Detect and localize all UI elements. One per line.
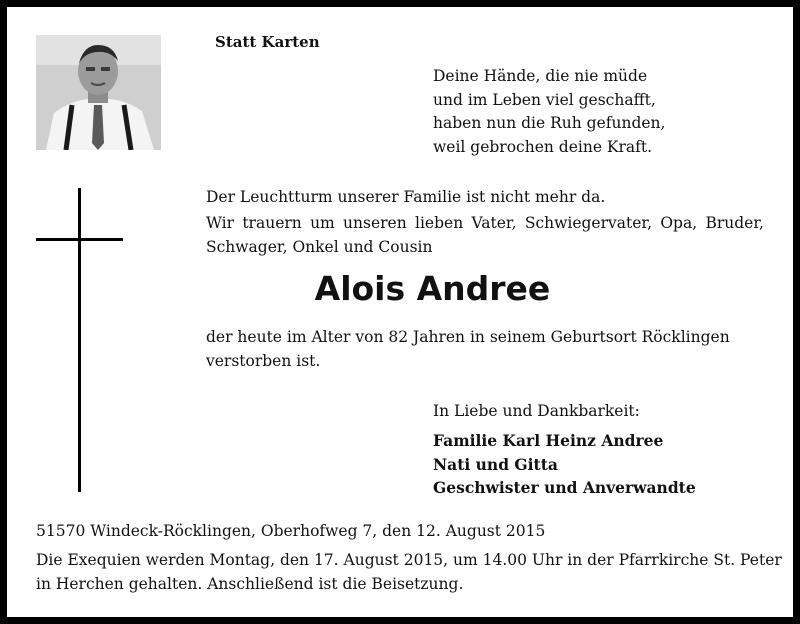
address-date-line: 51570 Windeck-Röcklingen, Oberhofweg 7, den 12. August 2015 — [36, 522, 546, 540]
poem-line: und im Leben viel geschafft, — [433, 90, 656, 109]
poem-verse — [433, 65, 665, 159]
portrait-image — [36, 35, 161, 150]
statt-karten-header: Statt Karten — [215, 33, 320, 51]
poem-line: haben nun die Ruh gefunden, — [433, 114, 666, 132]
mourning-word: lieben — [415, 214, 464, 232]
cross-icon — [78, 188, 81, 492]
death-line: verstorben ist. — [206, 351, 321, 370]
mourning-line-2: Schwager, Onkel und Cousin — [206, 237, 433, 256]
family-line: Geschwister und Anverwandte — [433, 478, 696, 497]
intro-text: Der Leuchtturm unserer Familie ist nicht mehr da. — [206, 188, 606, 206]
mourning-word: unseren — [343, 214, 407, 232]
family-line: Nati und Gitta — [433, 454, 558, 474]
mourning-word: Opa, — [660, 214, 698, 232]
portrait-photo — [36, 35, 161, 150]
mourning-word: Bruder, — [705, 214, 764, 232]
mourning-word: um — [310, 214, 335, 232]
deceased-name: Alois Andree — [314, 269, 551, 308]
mourning-word: trauern — [242, 214, 302, 232]
mourning-text — [206, 212, 764, 259]
exequien-line: Die Exequien werden Montag, den 17. August 2015, um 14.00 Uhr in der Pfarrkirche St. Peter — [36, 551, 782, 569]
family-line: Familie Karl Heinz Andree — [433, 431, 664, 450]
poem-line: Deine Hände, die nie müde — [433, 67, 648, 85]
exequien-info — [36, 549, 782, 596]
cross-icon-bar — [36, 238, 123, 241]
mourning-line-1 — [206, 212, 764, 236]
family-signatures — [433, 429, 696, 500]
mourning-word: Vater, — [471, 214, 517, 232]
closing-phrase: In Liebe und Dankbarkeit: — [433, 402, 640, 420]
mourning-word: Schwiegervater, — [524, 214, 653, 232]
mourning-word: Wir — [206, 214, 235, 232]
death-line: der heute im Alter von 82 Jahren in seinem Geburtsort Röcklingen — [206, 328, 730, 346]
death-text — [206, 326, 764, 373]
poem-line: weil gebrochen deine Kraft. — [433, 137, 653, 156]
exequien-line: in Herchen gehalten. Anschließend ist die Beisetzung. — [36, 574, 464, 593]
